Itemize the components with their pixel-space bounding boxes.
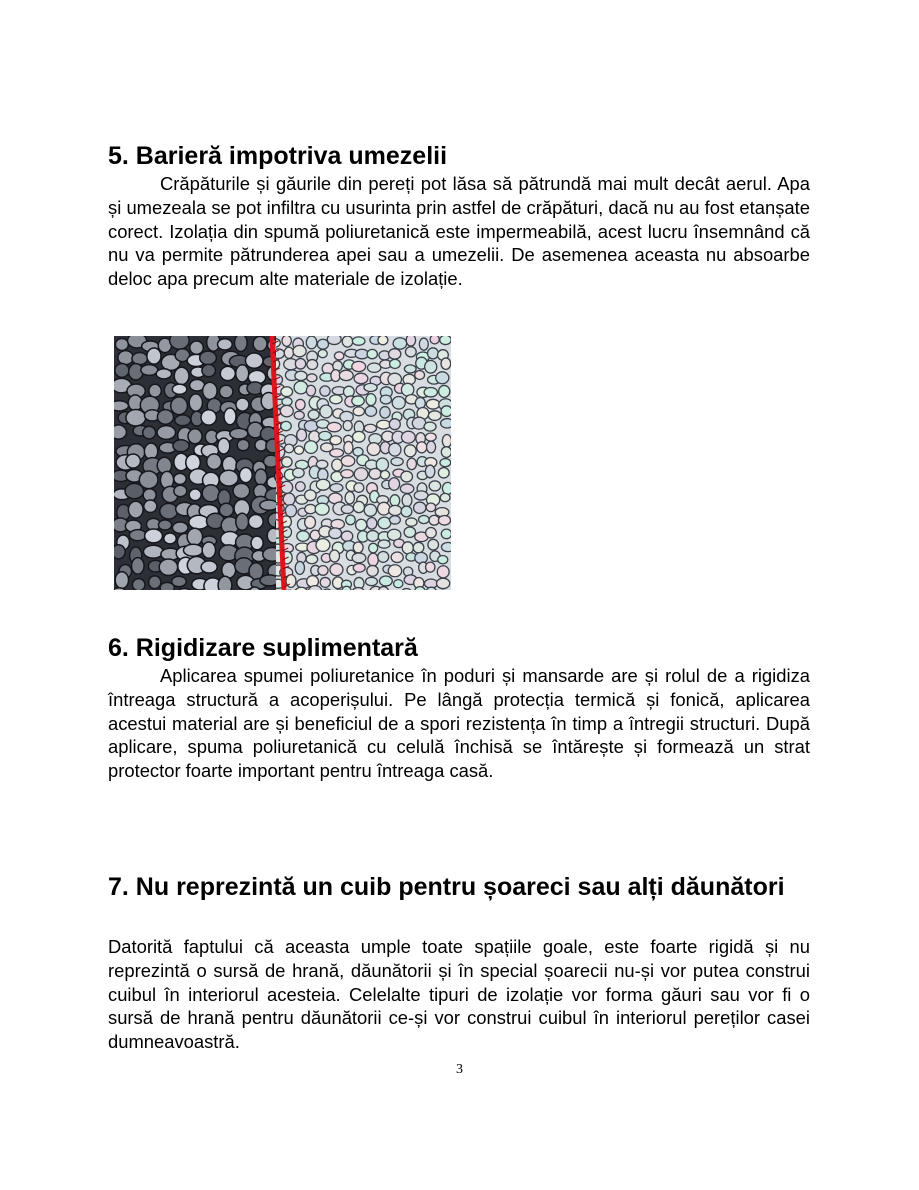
foam-cell (404, 445, 416, 457)
foam-cell (441, 358, 451, 369)
foam-cell (390, 359, 401, 368)
foam-cell (147, 348, 161, 364)
foam-cell (353, 431, 366, 442)
foam-cell (438, 556, 448, 564)
foam-cell (327, 422, 341, 431)
foam-cell (330, 484, 343, 492)
foam-cell (406, 518, 417, 526)
foam-cell (189, 394, 202, 411)
foam-cell (156, 369, 171, 379)
foam-cell (391, 458, 403, 466)
foam-cell (281, 421, 292, 430)
foam-cell (341, 456, 355, 467)
foam-cell (378, 502, 390, 515)
foam-cell (149, 384, 161, 397)
foam-cell (149, 576, 161, 589)
foam-cell (342, 336, 352, 347)
foam-cell (414, 491, 428, 500)
foam-cell (438, 516, 450, 526)
foam-cell (354, 373, 368, 384)
foam-cell (281, 481, 293, 493)
foam-cell (236, 513, 249, 530)
foam-cell (393, 338, 407, 349)
foam-cell (401, 506, 412, 517)
foam-cell (245, 353, 263, 368)
foam-cell (143, 545, 163, 558)
foam-cell (330, 550, 340, 562)
foam-cell (188, 429, 202, 444)
foam-cell (429, 481, 441, 491)
foam-cell (304, 420, 318, 431)
foam-cell (189, 515, 209, 529)
foam-cell (144, 500, 157, 512)
foam-cell (172, 576, 187, 586)
foam-cell (125, 483, 144, 498)
foam-cell (413, 542, 424, 553)
foam-cell (218, 576, 232, 590)
foam-cell (327, 336, 341, 345)
foam-cell (160, 503, 178, 519)
foam-cell (367, 349, 377, 358)
foam-cell (367, 531, 379, 542)
foam-cell (366, 394, 376, 406)
foam-cell (368, 363, 381, 372)
section-6-paragraph: Aplicarea spumei poliuretanice în poduri și mansarde are și rolul de a rigidiza întreaga structură a acoperișului. Pe lângă protecția termică și fonică, aplicarea acestui material are și beneficiul de a spori rezistența în timp a întregii structuri. După aplicare, spuma poliuretanică cu celulă închisă se întărește și formează un strat protector foarte important pentru întreaga casă. (108, 665, 810, 782)
foam-cell (341, 505, 353, 514)
foam-cell (219, 385, 232, 398)
foam-cell (343, 420, 352, 430)
foam-cell (219, 470, 238, 486)
foam-cell (365, 406, 376, 416)
foam-cell (297, 531, 310, 541)
foam-cell (424, 422, 436, 431)
foam-cell (354, 483, 364, 492)
foam-cell (114, 401, 128, 411)
foam-cell (172, 384, 187, 394)
foam-cell (317, 339, 328, 349)
foam-cell (202, 485, 219, 502)
foam-cell (390, 495, 400, 507)
foam-cell (316, 539, 330, 552)
foam-cell (330, 564, 343, 576)
foam-cell (389, 419, 400, 430)
foam-cell (367, 565, 378, 576)
foam-cell (419, 338, 428, 350)
foam-cell (320, 405, 332, 418)
foam-cell (356, 519, 367, 531)
foam-cell (281, 387, 293, 397)
foam-cell (426, 528, 437, 538)
foam-cell (170, 336, 190, 349)
page-number: 3 (456, 1062, 463, 1077)
foam-cell (293, 345, 306, 356)
foam-cell (171, 397, 188, 415)
foam-cell (306, 555, 318, 564)
foam-cell (329, 528, 342, 539)
foam-cell (157, 410, 173, 425)
foam-cell (158, 520, 171, 530)
foam-cell (426, 503, 435, 512)
foam-cell (318, 350, 327, 358)
foam-cell (115, 363, 129, 377)
foam-cell (115, 339, 128, 351)
foam-cell (145, 529, 163, 543)
foam-cell (415, 371, 425, 380)
foam-cell (143, 426, 156, 439)
foam-cell (307, 374, 317, 382)
foam-cell (377, 420, 391, 429)
foam-cell (316, 479, 330, 490)
foam-cell (364, 424, 376, 432)
foam-cell (354, 468, 368, 481)
foam-cell (442, 482, 451, 494)
foam-cell (330, 436, 342, 445)
foam-cell (440, 459, 451, 467)
foam-cell (441, 529, 451, 539)
foam-cell (294, 446, 303, 454)
foam-cell (334, 352, 343, 360)
foam-cell (230, 428, 248, 439)
foam-cell (115, 572, 128, 589)
foam-cell (201, 561, 217, 573)
foam-cell (405, 347, 416, 357)
foam-cell (173, 440, 189, 452)
foam-cell (157, 426, 176, 440)
foam-cell (255, 469, 267, 485)
foam-cell (320, 386, 330, 396)
foam-cell (366, 577, 378, 585)
foam-cell (218, 339, 233, 350)
foam-cell (234, 336, 247, 352)
foam-cell (401, 471, 413, 482)
foam-cell (369, 468, 381, 479)
foam-cell (174, 367, 189, 384)
foam-cell (129, 530, 146, 541)
foam-cell (128, 501, 143, 518)
foam-cell (404, 365, 416, 373)
foam-cell (306, 336, 317, 349)
foam-cell (402, 494, 412, 507)
foam-cell (406, 336, 415, 346)
section-5-heading: 5. Barieră impotriva umezelii (108, 142, 448, 170)
foam-cell (352, 553, 366, 563)
foam-cell (378, 336, 388, 345)
foam-cell (419, 515, 430, 523)
foam-cell (305, 516, 316, 528)
foam-cell (293, 468, 305, 477)
foam-cell (157, 457, 171, 473)
foam-cell (417, 442, 427, 453)
foam-cell (224, 408, 236, 425)
foam-cell (236, 365, 249, 382)
foam-cell (218, 438, 230, 454)
foam-cell (378, 551, 389, 562)
foam-cell (251, 536, 263, 550)
foam-cell (207, 454, 222, 470)
foam-cell (440, 336, 451, 345)
foam-cell (282, 336, 291, 346)
foam-cell (305, 504, 316, 513)
foam-cell (237, 439, 249, 450)
foam-cell (438, 468, 449, 478)
foam-cell (159, 559, 177, 575)
foam-cell (297, 429, 307, 441)
foam-cell (430, 336, 439, 344)
foam-cell (307, 360, 318, 370)
foam-cell (379, 576, 392, 586)
foam-cell (367, 443, 380, 456)
foam-cell (296, 399, 306, 410)
foam-cell (380, 471, 389, 480)
foam-cell (184, 544, 203, 556)
foam-cell (378, 517, 391, 529)
foam-cell (308, 410, 319, 420)
foam-cell (425, 433, 436, 441)
foam-cell (239, 467, 252, 482)
foam-cell (389, 349, 401, 360)
foam-cell (389, 478, 400, 490)
foam-cell (132, 579, 145, 590)
foam-cell (414, 502, 426, 513)
foam-cell (344, 441, 353, 454)
foam-cell (233, 483, 250, 498)
foam-cell (388, 565, 401, 577)
foam-cell (320, 577, 330, 587)
foam-cell (126, 410, 146, 427)
foam-cell (280, 405, 293, 417)
foam-cell (294, 411, 304, 419)
foam-cell (295, 371, 307, 380)
foam-cell (404, 527, 415, 537)
foam-cell (305, 490, 317, 501)
foam-cell (315, 503, 329, 515)
foam-cell (389, 516, 400, 524)
foam-cell (174, 473, 187, 484)
foam-cell (248, 515, 263, 529)
foam-cell (341, 470, 354, 478)
foam-cell (202, 364, 215, 376)
foam-cell (439, 385, 450, 397)
section-5-paragraph: Crăpăturile și găurile din pereți pot lăsa să pătrundă mai mult decât aerul. Apa și umezeala se pot infiltra cu usurinta prin astfel de crăpături, dacă nu au fost etanșate corect. Izolația din spumă poliuretanică este impermeabilă, acest lucru însemnând că nu va permite pătrunderea apei sau a umezelii. De asemenea aceasta nu absoarbe deloc apa precum alte materiale de izolație. (108, 173, 810, 290)
foam-cell (364, 504, 376, 516)
foam-cell (346, 515, 356, 525)
section-7-heading: 7. Nu reprezintă un cuib pentru șoareci sau alți dăunători (108, 873, 785, 901)
foam-cell (203, 382, 217, 399)
foam-cell (126, 454, 141, 468)
foam-cell (141, 365, 158, 376)
foam-cell (407, 458, 416, 470)
foam-cell (380, 407, 390, 419)
foam-cell (318, 566, 328, 576)
foam-cell (189, 489, 201, 501)
foam-cell (284, 444, 293, 453)
foam-cell (295, 561, 304, 574)
foam-cell (164, 533, 177, 544)
foam-cell (339, 370, 353, 380)
foam-cell (352, 361, 366, 371)
foam-cell (353, 501, 364, 512)
foam-cell (294, 381, 308, 394)
foam-cell (428, 539, 439, 550)
foam-cell (415, 552, 428, 563)
foam-cell (114, 425, 126, 439)
foam-cell (389, 505, 402, 515)
foam-cell (437, 566, 449, 578)
foam-cell (260, 500, 278, 510)
foam-cell (428, 411, 441, 421)
foam-cell (394, 580, 403, 588)
foam-cell (380, 395, 391, 404)
foam-cell (236, 398, 249, 411)
foam-cell (330, 395, 342, 404)
foam-cell (437, 578, 450, 588)
foam-cell (190, 341, 204, 354)
foam-cell (175, 415, 191, 426)
foam-cell (353, 542, 363, 553)
foam-cell (391, 552, 403, 562)
foam-cell (401, 431, 415, 443)
foam-cell (442, 435, 451, 448)
foam-cell (436, 372, 449, 384)
foam-cell (426, 562, 435, 572)
foam-cell (306, 385, 315, 396)
section-7-paragraph: Datorită faptului că aceasta umple toate spațiile goale, este foarte rigidă și nu reprezintă o sursă de hrană, dăunătorii și în special șoarecii nu-și vor putea construi cuibul în interiorul acesteia. Celelalte tipuri de izolație vor forma găuri sau vor fi o sursă de hrană pentru dăunătorii ce-și vor construi cuibul în interiorul pereților casei dumneavoastră. (108, 936, 810, 1053)
foam-cell (389, 443, 401, 456)
foam-cell (172, 522, 188, 533)
foam-cell (220, 366, 235, 380)
foam-cell (392, 397, 405, 410)
foam-cell (427, 441, 436, 453)
foam-cells-illustration (114, 336, 451, 590)
foam-cell (341, 531, 352, 541)
foam-cell (282, 397, 292, 405)
foam-cell (345, 492, 354, 504)
foam-cell (426, 399, 439, 409)
foam-cell (353, 564, 365, 573)
foam-cell (425, 465, 434, 478)
foam-cell (352, 396, 365, 406)
foam-cell (132, 353, 148, 365)
foam-cell (441, 406, 451, 417)
foam-cell (202, 542, 215, 558)
foam-cell (118, 351, 134, 365)
foam-cell (253, 336, 267, 351)
foam-cell (174, 485, 187, 496)
foam-cell (353, 407, 364, 416)
foam-cell (132, 558, 145, 575)
foam-cell (352, 337, 365, 345)
foam-cell (424, 387, 437, 396)
foam-cell (295, 358, 305, 369)
foam-cell (425, 360, 437, 373)
foam-cell (114, 545, 125, 559)
foam-cell (402, 542, 413, 554)
foam-cell (367, 518, 377, 530)
foam-cell (369, 543, 378, 553)
foam-cell (441, 419, 451, 428)
foam-cell (364, 383, 377, 391)
foam-cell (143, 489, 156, 501)
foam-cell (441, 447, 451, 458)
foam-cell (440, 493, 450, 501)
foam-cell (428, 348, 439, 359)
foam-cell (368, 553, 378, 566)
foam-cell (304, 441, 317, 454)
foam-cell (285, 505, 296, 517)
foam-cell (201, 410, 216, 425)
foam-cell (400, 484, 413, 494)
section-6-heading: 6. Rigidizare suplimentară (108, 634, 418, 662)
foam-cells-photo (114, 336, 451, 590)
foam-cell (330, 449, 344, 457)
foam-cell (200, 351, 217, 365)
foam-cell (296, 482, 306, 491)
foam-cell (284, 347, 293, 358)
foam-cell (378, 540, 390, 548)
foam-cell (187, 528, 202, 545)
foam-cell (441, 542, 451, 551)
